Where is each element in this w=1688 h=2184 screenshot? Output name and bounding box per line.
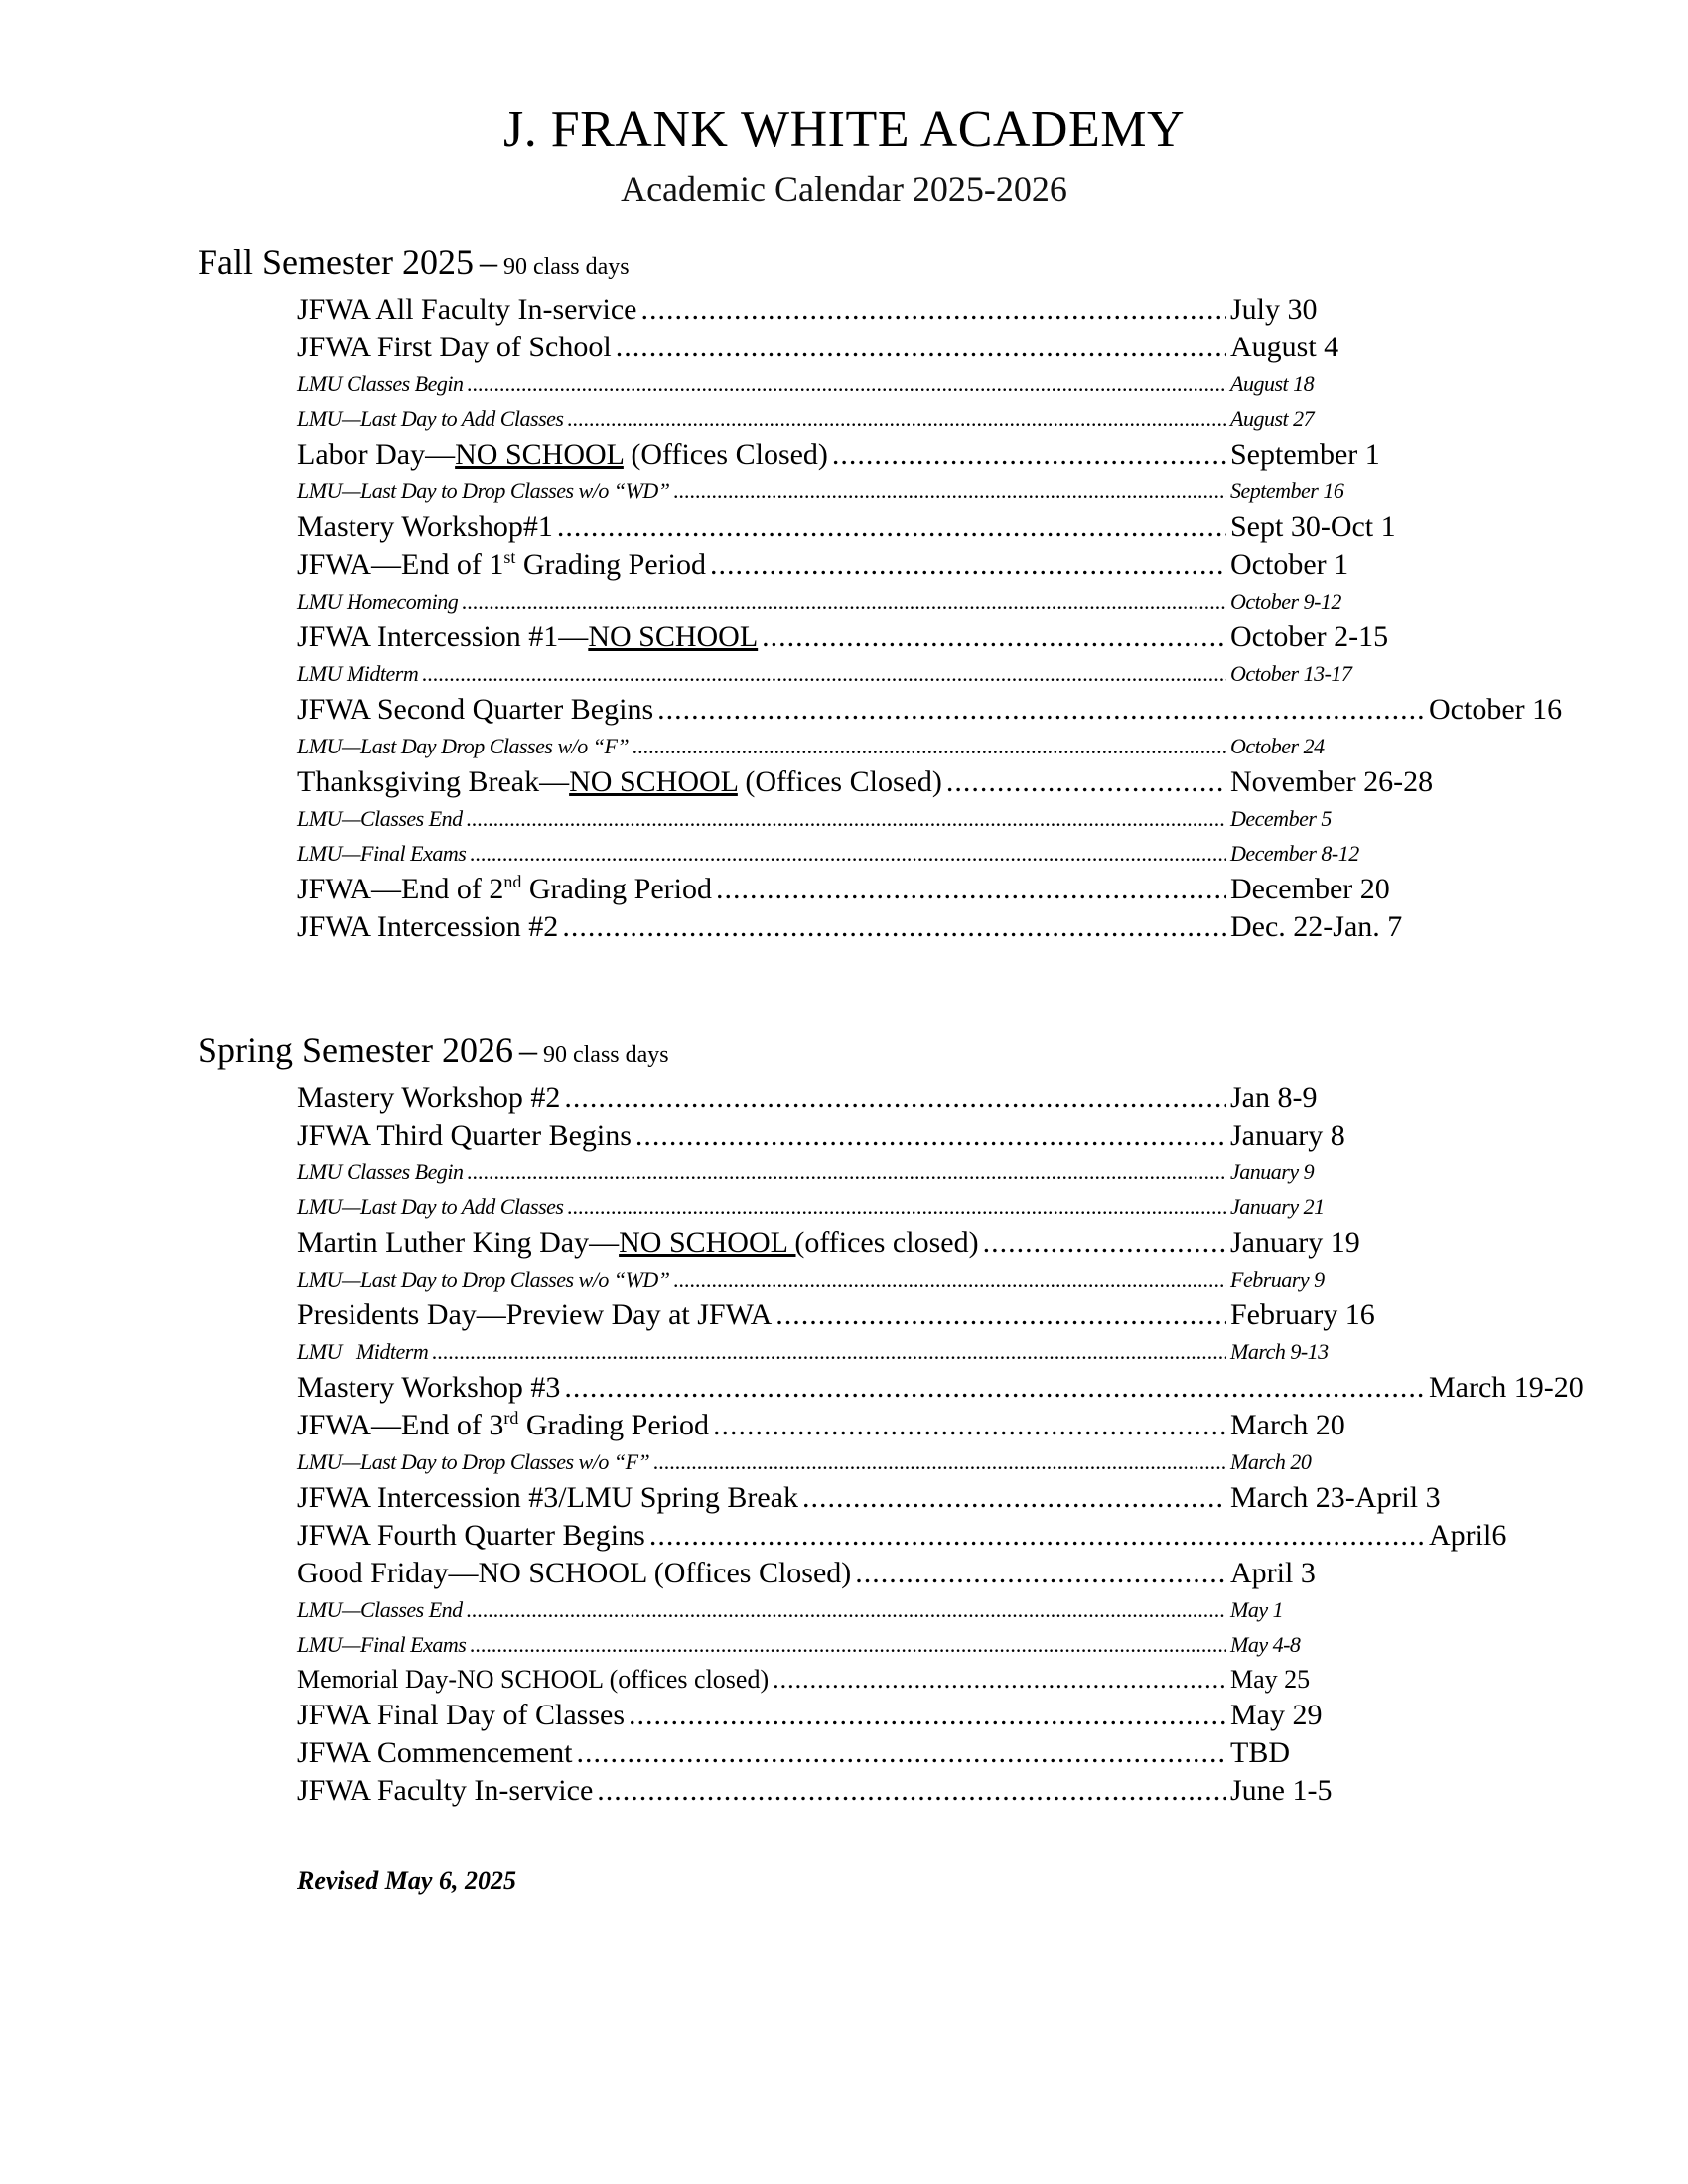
dot-leader	[983, 1224, 1226, 1262]
event-date: June 1-5	[1230, 1774, 1333, 1807]
calendar-entry-lmu	[297, 584, 1469, 618]
event-date: October 9-12	[1230, 589, 1341, 614]
event-date: October 24	[1230, 734, 1325, 758]
spring-class-days: 90 class days	[542, 1042, 669, 1068]
no-school-underlined: NO SCHOOL	[569, 765, 738, 798]
event-name: LMU—Last Day to Add Classes	[297, 1194, 564, 1219]
calendar-subtitle: Academic Calendar 2025-2026	[621, 169, 1067, 208]
spring-heading-dash: –	[518, 1030, 537, 1070]
dot-leader	[653, 1444, 1226, 1479]
dot-leader	[616, 329, 1226, 366]
event-name: JFWA First Day of School	[297, 331, 612, 363]
dot-leader	[564, 1079, 1226, 1117]
calendar-entry-lmu	[297, 1334, 1469, 1369]
dot-leader	[576, 1734, 1226, 1772]
dot-leader	[762, 618, 1226, 656]
dot-leader	[946, 763, 1226, 801]
event-name: JFWA All Faculty In-service	[297, 293, 637, 326]
dot-leader	[710, 546, 1226, 584]
event-name: LMU—Last Day to Drop Classes w/o “WD”	[297, 478, 670, 503]
dot-leader	[640, 291, 1226, 329]
dot-leader	[775, 1297, 1226, 1334]
revised-note: Revised May 6, 2025	[297, 1866, 516, 1895]
event-name: JFWA Faculty In-service	[297, 1774, 594, 1807]
event-name: LMU Homecoming	[297, 589, 459, 614]
event-date: May 29	[1230, 1699, 1323, 1731]
ordinal-suffix: rd	[503, 1408, 519, 1428]
event-date: March 20	[1230, 1449, 1312, 1474]
event-date: August 18	[1230, 371, 1315, 396]
event-name	[297, 1407, 709, 1444]
dot-leader	[462, 584, 1226, 618]
event-name: JFWA Third Quarter Begins	[297, 1119, 632, 1152]
event-name-part: Thanksgiving Break—	[297, 765, 570, 798]
event-name: LMU Classes Begin	[297, 1160, 464, 1184]
calendar-entry	[297, 1117, 1469, 1155]
spring-heading-text: Spring Semester 2026	[198, 1030, 513, 1070]
event-name: Mastery Workshop #2	[297, 1081, 561, 1114]
event-date: Jan 8-9	[1230, 1081, 1318, 1114]
event-name-part: (Offices Closed)	[737, 765, 942, 798]
calendar-entry	[297, 1772, 1469, 1810]
dot-leader	[467, 1592, 1226, 1627]
calendar-entry	[297, 1662, 1469, 1697]
calendar-entry	[297, 1555, 1469, 1592]
dot-leader	[470, 836, 1226, 871]
event-date: August 4	[1230, 331, 1339, 363]
event-name: JFWA Intercession #3/LMU Spring Break	[297, 1481, 798, 1514]
event-name	[297, 618, 758, 656]
calendar-entry-lmu	[297, 1155, 1469, 1189]
event-date: January 8	[1230, 1119, 1345, 1152]
calendar-entry	[297, 329, 1469, 366]
event-name-part: (Offices Closed)	[623, 438, 828, 471]
event-date: November 26-28	[1230, 765, 1434, 798]
dot-leader	[633, 729, 1226, 763]
dot-leader	[468, 1155, 1227, 1189]
dot-leader	[855, 1555, 1226, 1592]
event-name	[297, 436, 828, 474]
event-name: LMU—Last Day Drop Classes w/o “F”	[297, 734, 630, 758]
spring-entries	[297, 1079, 1584, 1810]
dot-leader	[657, 691, 1425, 729]
event-name-part: offices closed)	[804, 1226, 979, 1259]
calendar-entry-lmu	[297, 801, 1469, 836]
event-name	[297, 763, 942, 801]
dot-leader	[802, 1479, 1226, 1517]
dot-leader	[635, 1117, 1226, 1155]
calendar-entry	[297, 1697, 1469, 1734]
dot-leader	[432, 1334, 1226, 1369]
dot-leader	[564, 1369, 1425, 1407]
event-date: July 30	[1230, 293, 1318, 326]
dot-leader	[674, 1262, 1226, 1297]
dot-leader	[567, 401, 1226, 436]
ordinal-suffix: nd	[503, 872, 522, 891]
event-name	[297, 871, 712, 908]
dot-leader	[773, 1662, 1226, 1697]
calendar-entry	[297, 1224, 1469, 1262]
event-date: TBD	[1230, 1736, 1290, 1769]
calendar-entry-lmu	[297, 1592, 1469, 1627]
calendar-entry	[297, 1079, 1469, 1117]
ordinal-suffix: st	[503, 547, 516, 567]
calendar-entry	[297, 508, 1469, 546]
fall-heading-dash: –	[479, 242, 497, 282]
event-name: LMU—Final Exams	[297, 841, 467, 866]
calendar-entry	[297, 1297, 1469, 1334]
event-name: LMU—Classes End	[297, 1597, 463, 1622]
event-name: LMU—Last Day to Drop Classes w/o “WD”	[297, 1267, 670, 1292]
event-name-part: Grading Period	[521, 873, 712, 905]
event-name: JFWA Final Day of Classes	[297, 1699, 625, 1731]
event-name: Presidents Day—Preview Day at JFWA	[297, 1298, 773, 1331]
fall-entries	[297, 291, 1568, 946]
calendar-entry	[297, 618, 1469, 656]
event-date: May 25	[1230, 1665, 1311, 1694]
dot-leader	[597, 1772, 1226, 1810]
event-date: March 9-13	[1230, 1339, 1329, 1364]
no-school-underlined: NO SCHOOL	[455, 438, 624, 471]
event-name: LMU—Classes End	[297, 806, 463, 831]
calendar-entry-lmu	[297, 729, 1469, 763]
event-name-part: Martin Luther King Day—	[297, 1226, 620, 1259]
calendar-entry	[297, 1369, 1584, 1407]
event-name: LMU—Last Day to Add Classes	[297, 406, 564, 431]
event-date: January 21	[1230, 1194, 1325, 1219]
calendar-entry	[297, 1479, 1469, 1517]
page-header	[0, 99, 1688, 212]
event-date: October 13-17	[1230, 661, 1352, 686]
event-date: Sept 30-Oct 1	[1230, 510, 1396, 543]
event-date: May 4-8	[1230, 1632, 1301, 1657]
dot-leader	[674, 474, 1226, 508]
calendar-entry-lmu	[297, 656, 1469, 691]
event-name-part: Grading Period	[515, 548, 706, 581]
calendar-entry-lmu	[297, 1262, 1469, 1297]
dot-leader	[467, 801, 1226, 836]
event-date: October 16	[1429, 693, 1563, 726]
calendar-entry	[297, 1407, 1469, 1444]
no-school-underlined: NO SCHOOL	[588, 620, 759, 653]
event-date: May 1	[1230, 1597, 1284, 1622]
event-date: April6	[1429, 1519, 1507, 1552]
dot-leader	[713, 1407, 1226, 1444]
event-name: Good Friday—NO SCHOOL (Offices Closed)	[297, 1557, 852, 1589]
dot-leader	[468, 366, 1227, 401]
calendar-entry	[297, 908, 1469, 946]
event-date: October 2-15	[1230, 620, 1389, 653]
event-date: February 9	[1230, 1267, 1325, 1292]
event-date: December 5	[1230, 806, 1332, 831]
event-date: September 1	[1230, 438, 1380, 471]
school-title: J. FRANK WHITE ACADEMY	[502, 101, 1186, 158]
event-date: March 19-20	[1429, 1371, 1584, 1404]
event-name: LMU—Last Day to Drop Classes w/o “F”	[297, 1449, 650, 1474]
event-name-part: JFWA—End of 1	[297, 548, 504, 581]
dot-leader	[470, 1627, 1226, 1662]
event-name: Memorial Day-NO SCHOOL (offices closed)	[297, 1665, 770, 1694]
event-name	[297, 1224, 979, 1262]
event-date: December 20	[1230, 873, 1390, 905]
calendar-entry	[297, 871, 1469, 908]
event-date: December 8-12	[1230, 841, 1359, 866]
calendar-entry-lmu	[297, 836, 1469, 871]
event-name: JFWA Second Quarter Begins	[297, 693, 654, 726]
event-name: JFWA Commencement	[297, 1736, 573, 1769]
dot-leader	[422, 656, 1226, 691]
event-name: LMU—Final Exams	[297, 1632, 467, 1657]
event-name: LMU Classes Begin	[297, 371, 464, 396]
event-name: LMU Midterm	[297, 1339, 429, 1364]
event-date: January 19	[1230, 1226, 1360, 1259]
calendar-entry-lmu	[297, 1444, 1469, 1479]
event-name-part: Grading Period	[518, 1409, 709, 1441]
calendar-entry	[297, 691, 1568, 729]
fall-heading-text: Fall Semester 2025	[198, 242, 474, 282]
event-name: JFWA Intercession #2	[297, 910, 559, 943]
calendar-entry	[297, 291, 1469, 329]
event-date: September 16	[1230, 478, 1344, 503]
event-name-part: JFWA—End of 3	[297, 1409, 504, 1441]
calendar-entry	[297, 763, 1469, 801]
calendar-entry-lmu	[297, 1627, 1469, 1662]
dot-leader	[832, 436, 1226, 474]
dot-leader	[629, 1697, 1226, 1734]
calendar-entry	[297, 436, 1469, 474]
event-date: August 27	[1230, 406, 1315, 431]
calendar-entry	[297, 1517, 1568, 1555]
event-date: Dec. 22-Jan. 7	[1230, 910, 1403, 943]
event-name: JFWA Fourth Quarter Begins	[297, 1519, 645, 1552]
calendar-entry-lmu	[297, 401, 1469, 436]
event-name-part: JFWA—End of 2	[297, 873, 504, 905]
event-name: LMU Midterm	[297, 661, 419, 686]
calendar-entry	[297, 1734, 1469, 1772]
calendar-entry	[297, 546, 1469, 584]
event-date: February 16	[1230, 1298, 1375, 1331]
fall-class-days: 90 class days	[502, 254, 630, 280]
event-name: Mastery Workshop#1	[297, 510, 553, 543]
fall-semester-section	[198, 240, 1568, 946]
event-date: October 1	[1230, 548, 1349, 581]
no-school-underlined: NO SCHOOL (	[619, 1226, 805, 1259]
dot-leader	[567, 1189, 1226, 1224]
event-date: March 23-April 3	[1230, 1481, 1441, 1514]
dot-leader	[562, 908, 1226, 946]
calendar-entry-lmu	[297, 1189, 1469, 1224]
dot-leader	[716, 871, 1226, 908]
dot-leader	[557, 508, 1226, 546]
spring-semester-section	[198, 1028, 1584, 1810]
calendar-entry-lmu	[297, 366, 1469, 401]
event-name: Mastery Workshop #3	[297, 1371, 561, 1404]
event-date: April 3	[1230, 1557, 1316, 1589]
event-date: March 20	[1230, 1409, 1345, 1441]
fall-semester-heading	[198, 240, 1568, 289]
event-name-part: JFWA Intercession #1—	[297, 620, 589, 653]
event-name-part: Labor Day—	[297, 438, 456, 471]
dot-leader	[649, 1517, 1425, 1555]
event-date: January 9	[1230, 1160, 1315, 1184]
spring-semester-heading	[198, 1028, 1568, 1077]
calendar-entry-lmu	[297, 474, 1469, 508]
event-name	[297, 546, 706, 584]
